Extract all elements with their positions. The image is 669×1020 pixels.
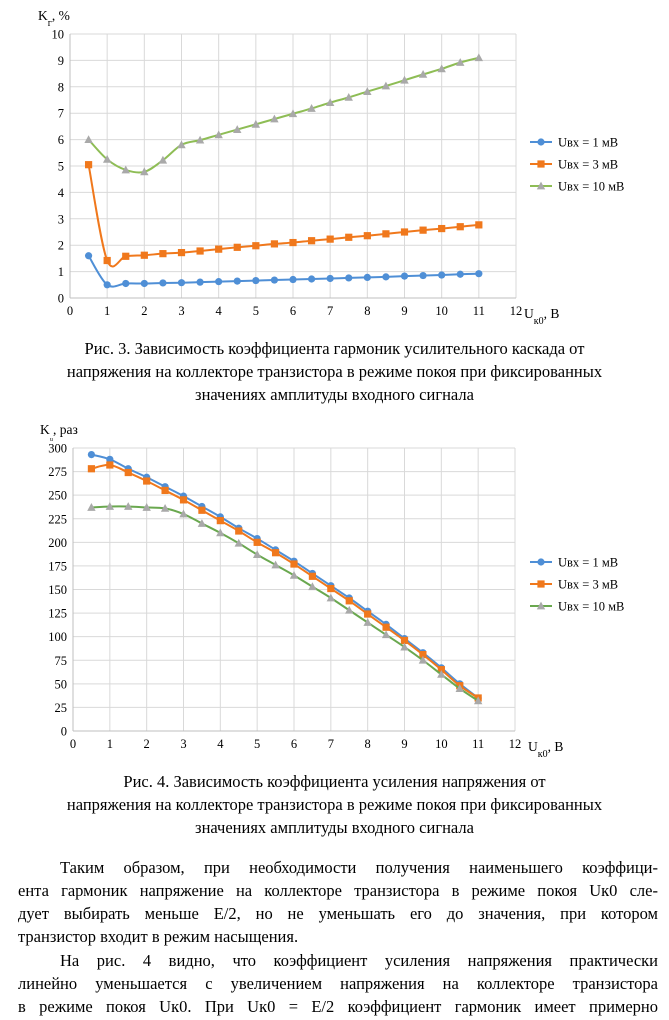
- figure-3: [0, 0, 669, 330]
- y-axis-label: $K_ᵤ$, раз: [40, 422, 78, 443]
- legend-label: Uвх = 3 мВ: [558, 577, 619, 592]
- data-point: [104, 257, 111, 264]
- y-tick-label: 75: [54, 653, 67, 668]
- data-point: [327, 594, 335, 602]
- y-tick-label: 0: [57, 291, 64, 306]
- data-point: [141, 280, 148, 287]
- data-point: [122, 253, 129, 260]
- x-tick-label: 4: [217, 737, 224, 751]
- data-point: [308, 582, 316, 590]
- paragraph: [18, 856, 658, 948]
- data-point: [363, 618, 371, 626]
- x-tick-label: 12: [509, 304, 523, 318]
- data-point: [308, 275, 315, 282]
- y-tick-label: 1: [57, 265, 64, 280]
- data-point: [143, 477, 150, 484]
- y-tick-label: 7: [57, 106, 64, 121]
- y-tick-label: 3: [57, 212, 64, 227]
- data-point: [364, 274, 371, 281]
- y-tick-label: 6: [57, 133, 64, 148]
- caption-line: Рис. 4. Зависимость коэффициента усиления напряжения от: [123, 772, 546, 791]
- data-point: [364, 610, 371, 617]
- legend-label: Uвх = 10 мВ: [558, 179, 625, 194]
- data-point: [271, 276, 278, 283]
- data-point: [364, 232, 371, 239]
- data-point: [419, 272, 426, 279]
- data-point: [235, 527, 242, 534]
- y-axis-label: $K_г$, %: [38, 8, 70, 29]
- series-line: [89, 58, 479, 173]
- data-point: [290, 571, 298, 579]
- data-point: [475, 221, 482, 228]
- x-tick-label: 3: [180, 737, 187, 751]
- y-tick-label: 5: [57, 159, 64, 174]
- x-tick-label: 11: [472, 737, 485, 751]
- y-tick-label: 225: [48, 512, 67, 527]
- data-point: [438, 271, 445, 278]
- data-point: [180, 496, 187, 503]
- x-tick-label: 2: [143, 737, 150, 751]
- x-tick-label: 9: [401, 304, 408, 318]
- y-tick-label: 9: [57, 53, 64, 68]
- grid: [73, 448, 515, 731]
- data-point: [253, 550, 261, 558]
- data-point: [252, 242, 259, 249]
- y-tick-label: 275: [48, 465, 67, 480]
- data-point: [438, 225, 445, 232]
- y-tick-label: 10: [51, 27, 64, 42]
- x-tick-label: 2: [141, 304, 148, 318]
- x-tick-label: 5: [254, 737, 261, 751]
- y-tick-label: 125: [48, 606, 67, 621]
- data-point: [382, 630, 390, 638]
- y-tick-label: 100: [48, 630, 67, 645]
- data-point: [161, 487, 168, 494]
- data-point: [327, 585, 334, 592]
- data-point: [345, 274, 352, 281]
- legend-label: Uвх = 10 мВ: [558, 599, 625, 614]
- x-tick-label: 3: [178, 304, 185, 318]
- body-text: [18, 856, 658, 1018]
- data-point: [457, 223, 464, 230]
- y-tick-label: 50: [54, 677, 67, 692]
- data-point: [271, 240, 278, 247]
- x-tick-label: 4: [215, 304, 222, 318]
- caption-line: значениях амплитуды входного сигнала: [195, 385, 474, 404]
- data-point: [289, 239, 296, 246]
- figure-4: [0, 415, 669, 760]
- data-point: [217, 517, 224, 524]
- y-tick-label: 200: [48, 535, 67, 550]
- data-point: [289, 276, 296, 283]
- y-tick-label: 300: [48, 441, 67, 456]
- text-line: в режиме покоя Uк0. При Uк0 = E/2 коэффициент гармоник имеет примерно: [18, 997, 658, 1016]
- y-tick-label: 250: [48, 488, 67, 503]
- x-tick-label: 7: [327, 304, 334, 318]
- y-tick-label: 150: [48, 583, 67, 597]
- data-point: [252, 277, 259, 284]
- data-point: [215, 278, 222, 285]
- data-point: [290, 560, 297, 567]
- text-line: линейно уменьшается с увеличением напряжения на коллекторе транзистора: [18, 974, 658, 993]
- x-tick-label: 0: [69, 737, 77, 751]
- y-tick-label: 4: [57, 185, 64, 200]
- data-point: [345, 606, 353, 614]
- paragraph: [18, 949, 658, 1018]
- x-tick-label: 11: [472, 304, 485, 318]
- legend-label: Uвх = 3 мВ: [558, 157, 619, 172]
- x-tick-label: 9: [401, 737, 408, 751]
- chart-harmonic-coefficient: [0, 0, 669, 330]
- data-point: [178, 249, 185, 256]
- x-tick-label: 1: [104, 304, 111, 318]
- data-point: [345, 234, 352, 241]
- data-point: [327, 236, 334, 243]
- data-point: [234, 278, 241, 285]
- text-line: транзистор входит в режим насыщения.: [18, 927, 299, 946]
- data-point: [159, 279, 166, 286]
- caption-line: Рис. 3. Зависимость коэффициента гармоник усилительного каскада от: [84, 339, 585, 358]
- data-point: [401, 272, 408, 279]
- data-point: [178, 279, 185, 286]
- data-point: [215, 246, 222, 253]
- chart-voltage-gain: [0, 415, 669, 760]
- data-point: [475, 270, 482, 277]
- data-point: [125, 469, 132, 476]
- y-tick-label: 2: [57, 238, 64, 253]
- data-point: [382, 624, 389, 631]
- x-tick-label: 6: [289, 304, 297, 318]
- x-tick-label: 6: [290, 737, 298, 751]
- x-axis-label: $U_{к0}$, B: [524, 306, 560, 327]
- x-tick-label: 1: [106, 737, 113, 751]
- y-tick-label: 8: [57, 80, 64, 95]
- data-point: [106, 461, 113, 468]
- text-line: На рис. 4 видно, что коэффициент усиления напряжения практически: [60, 951, 658, 970]
- x-tick-label: 7: [327, 737, 334, 751]
- data-point: [254, 539, 261, 546]
- x-axis-label: $U_{к0}$, B: [528, 739, 564, 760]
- legend-label: Uвх = 1 мВ: [558, 135, 619, 150]
- legend-marker: [537, 138, 544, 145]
- x-tick-label: 10: [435, 737, 448, 751]
- figure-4-caption: [0, 770, 669, 839]
- data-point: [419, 227, 426, 234]
- data-point: [382, 230, 389, 237]
- legend-marker: [537, 160, 544, 167]
- data-point: [234, 244, 241, 251]
- data-point: [159, 250, 166, 257]
- data-point: [309, 573, 316, 580]
- x-tick-label: 10: [435, 304, 448, 318]
- legend-label: Uвх = 1 мВ: [558, 555, 619, 570]
- x-tick-label: 5: [252, 304, 259, 318]
- text-line: дует выбирать меньше E/2, но не уменьшать его до значения, при котором: [18, 904, 658, 923]
- caption-line: напряжения на коллекторе транзистора в режиме покоя при фиксированных: [66, 795, 603, 814]
- caption-line: напряжения на коллекторе транзистора в режиме покоя при фиксированных: [66, 362, 603, 381]
- data-point: [88, 465, 95, 472]
- y-tick-label: 25: [54, 700, 67, 715]
- data-point: [122, 280, 129, 287]
- y-tick-label: 0: [60, 724, 67, 739]
- data-point: [272, 549, 279, 556]
- data-point: [346, 597, 353, 604]
- grid: [70, 34, 516, 298]
- data-point: [475, 53, 483, 61]
- y-tick-label: 175: [48, 559, 67, 574]
- data-point: [196, 247, 203, 254]
- legend-marker: [537, 580, 544, 587]
- data-point: [457, 271, 464, 278]
- data-point: [141, 252, 148, 259]
- x-tick-label: 0: [66, 304, 74, 318]
- data-point: [401, 228, 408, 235]
- data-point: [198, 507, 205, 514]
- legend-marker: [537, 558, 544, 565]
- data-point: [85, 161, 92, 168]
- x-tick-label: 8: [364, 737, 371, 751]
- x-tick-label: 8: [364, 304, 371, 318]
- figure-3-caption: [0, 337, 669, 406]
- data-point: [196, 279, 203, 286]
- data-point: [85, 252, 92, 259]
- data-point: [308, 237, 315, 244]
- data-point: [327, 275, 334, 282]
- data-point: [382, 273, 389, 280]
- x-tick-label: 12: [508, 737, 522, 751]
- caption-line: значениях амплитуды входного сигнала: [195, 818, 474, 837]
- text-line: Таким образом, при необходимости получения наименьшего коэффици-: [60, 858, 658, 877]
- data-point: [271, 561, 279, 569]
- data-point: [88, 451, 95, 458]
- text-line: ента гармоник напряжение на коллекторе транзистора в режиме покоя Uк0 сле-: [18, 881, 658, 900]
- series-line: [89, 165, 479, 267]
- series-line: [91, 506, 478, 700]
- data-point: [104, 281, 111, 288]
